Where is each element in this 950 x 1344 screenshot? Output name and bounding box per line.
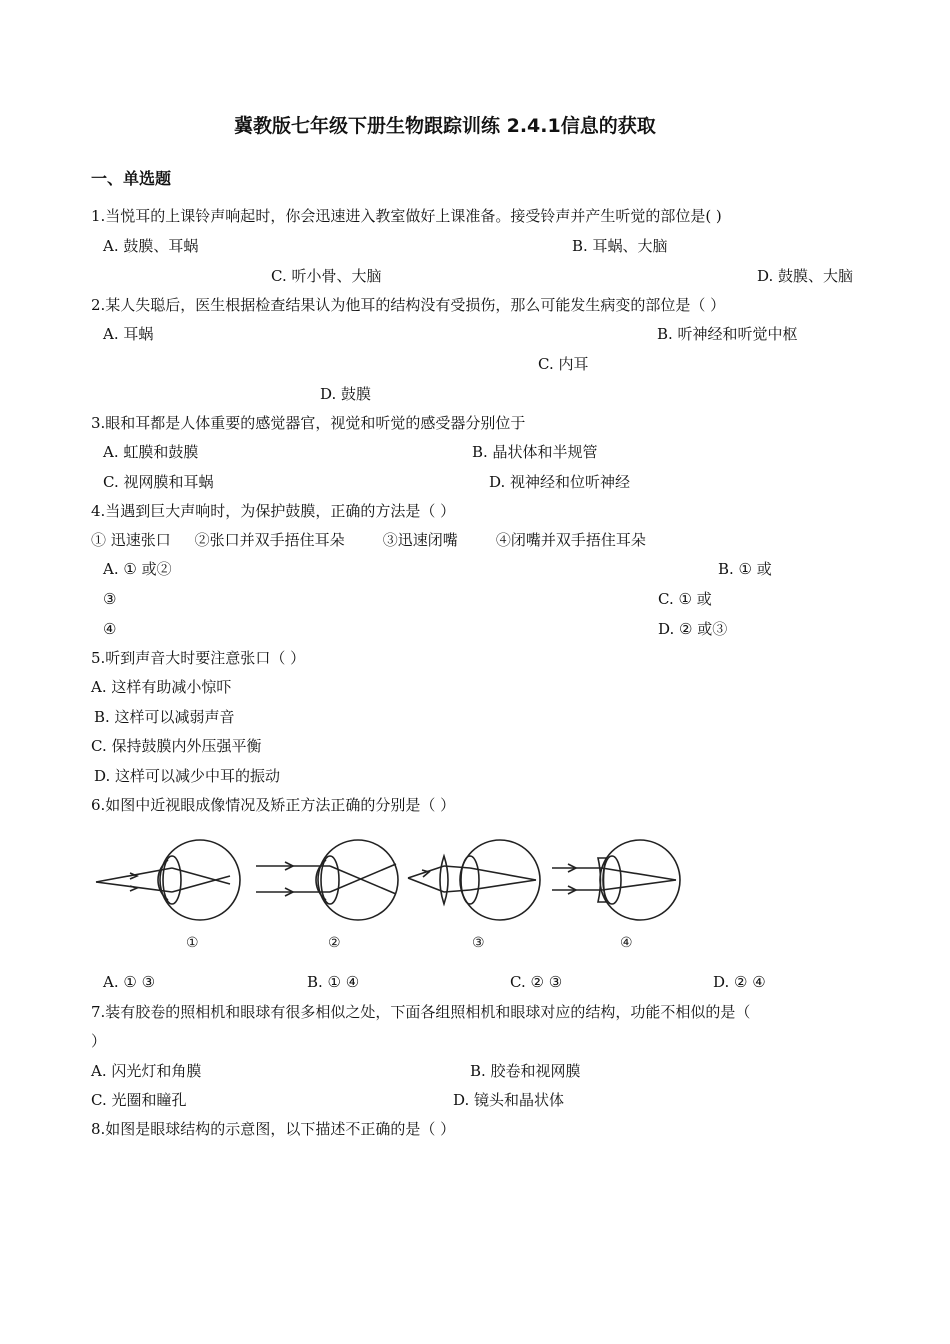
question-4-option-a[interactable]: A. ① 或② <box>103 560 172 578</box>
figure-label-3: ③ <box>472 935 485 951</box>
question-4-option-c-continued: ④ <box>103 620 117 638</box>
question-7-option-d[interactable]: D. 镜头和晶状体 <box>453 1091 565 1109</box>
question-3-option-a[interactable]: A. 虹膜和鼓膜 <box>103 443 199 461</box>
question-3-option-c[interactable]: C. 视网膜和耳蜗 <box>103 473 214 491</box>
question-5-option-d[interactable]: D. 这样可以减少中耳的振动 <box>94 767 281 785</box>
question-6-stem: 6.如图中近视眼成像情况及矫正方法正确的分别是（ ） <box>91 796 456 814</box>
question-1-option-d[interactable]: D. 鼓膜、大脑 <box>757 267 854 285</box>
eye-diagram-2 <box>256 840 398 920</box>
question-1-option-a[interactable]: A. 鼓膜、耳蜗 <box>103 237 199 255</box>
question-7-stem: 7.装有胶卷的照相机和眼球有很多相似之处，下面各组照相机和眼球对应的结构，功能不相似的是（ <box>91 1003 751 1021</box>
figure-label-2: ② <box>328 935 341 951</box>
question-2-option-a[interactable]: A. 耳蜗 <box>103 325 154 343</box>
question-6-option-c[interactable]: C. ② ③ <box>510 973 563 991</box>
question-3-option-b[interactable]: B. 晶状体和半规管 <box>472 443 598 461</box>
figure-label-4: ④ <box>620 935 633 951</box>
question-7-option-b[interactable]: B. 胶卷和视网膜 <box>470 1062 581 1080</box>
question-5-option-a[interactable]: A. 这样有助减小惊吓 <box>91 678 232 696</box>
question-6-option-d[interactable]: D. ② ④ <box>713 973 766 991</box>
question-4-stem: 4.当遇到巨大声响时，为保护鼓膜，正确的方法是（ ） <box>91 502 456 520</box>
figure-label-1: ① <box>186 935 199 951</box>
question-5-option-b[interactable]: B. 这样可以减弱声音 <box>94 708 235 726</box>
question-7-option-a[interactable]: A. 闪光灯和角膜 <box>91 1062 202 1080</box>
question-2-option-d[interactable]: D. 鼓膜 <box>320 385 372 403</box>
eye-diagrams-figure <box>90 830 690 960</box>
page-title: 冀教版七年级下册生物跟踪训练 2.4.1信息的获取 <box>234 115 656 137</box>
question-4-option-b-continued: ③ <box>103 590 117 608</box>
eye-diagram-3 <box>408 840 540 920</box>
question-4-option-c[interactable]: C. ① 或 <box>658 590 712 608</box>
question-1-option-b[interactable]: B. 耳蜗、大脑 <box>572 237 668 255</box>
question-5-option-c[interactable]: C. 保持鼓膜内外压强平衡 <box>91 737 262 755</box>
question-6-option-a[interactable]: A. ① ③ <box>103 973 156 991</box>
question-2-option-c[interactable]: C. 内耳 <box>538 355 589 373</box>
question-2-stem: 2.某人失聪后，医生根据检查结果认为他耳的结构没有受损伤，那么可能发生病变的部位是（ ） <box>91 296 726 314</box>
section-heading: 一、单选题 <box>91 169 172 188</box>
question-3-option-d[interactable]: D. 视神经和位听神经 <box>489 473 631 491</box>
question-4-option-d[interactable]: D. ② 或③ <box>658 620 728 638</box>
question-4-option-b[interactable]: B. ① 或 <box>718 560 772 578</box>
question-5-stem: 5.听到声音大时要注意张口（ ） <box>91 649 306 667</box>
eye-diagram-1 <box>96 840 240 920</box>
question-3-stem: 3.眼和耳都是人体重要的感觉器官，视觉和听觉的感受器分别位于 <box>91 414 526 432</box>
question-4-statements: ① 迅速张口 ②张口并双手捂住耳朵 ③迅速闭嘴 ④闭嘴并双手捂住耳朵 <box>91 531 646 549</box>
question-2-option-b[interactable]: B. 听神经和听觉中枢 <box>657 325 798 343</box>
question-1-stem: 1.当悦耳的上课铃声响起时，你会迅速进入教室做好上课准备。接受铃声并产生听觉的部位是( ) <box>91 207 722 225</box>
question-7-stem-continued: ） <box>91 1032 107 1050</box>
question-7-option-c[interactable]: C. 光圈和瞳孔 <box>91 1091 187 1109</box>
question-8-stem: 8.如图是眼球结构的示意图，以下描述不正确的是（ ） <box>91 1120 456 1138</box>
eye-diagram-4 <box>552 840 680 920</box>
question-1-option-c[interactable]: C. 听小骨、大脑 <box>271 267 382 285</box>
question-6-option-b[interactable]: B. ① ④ <box>307 973 360 991</box>
